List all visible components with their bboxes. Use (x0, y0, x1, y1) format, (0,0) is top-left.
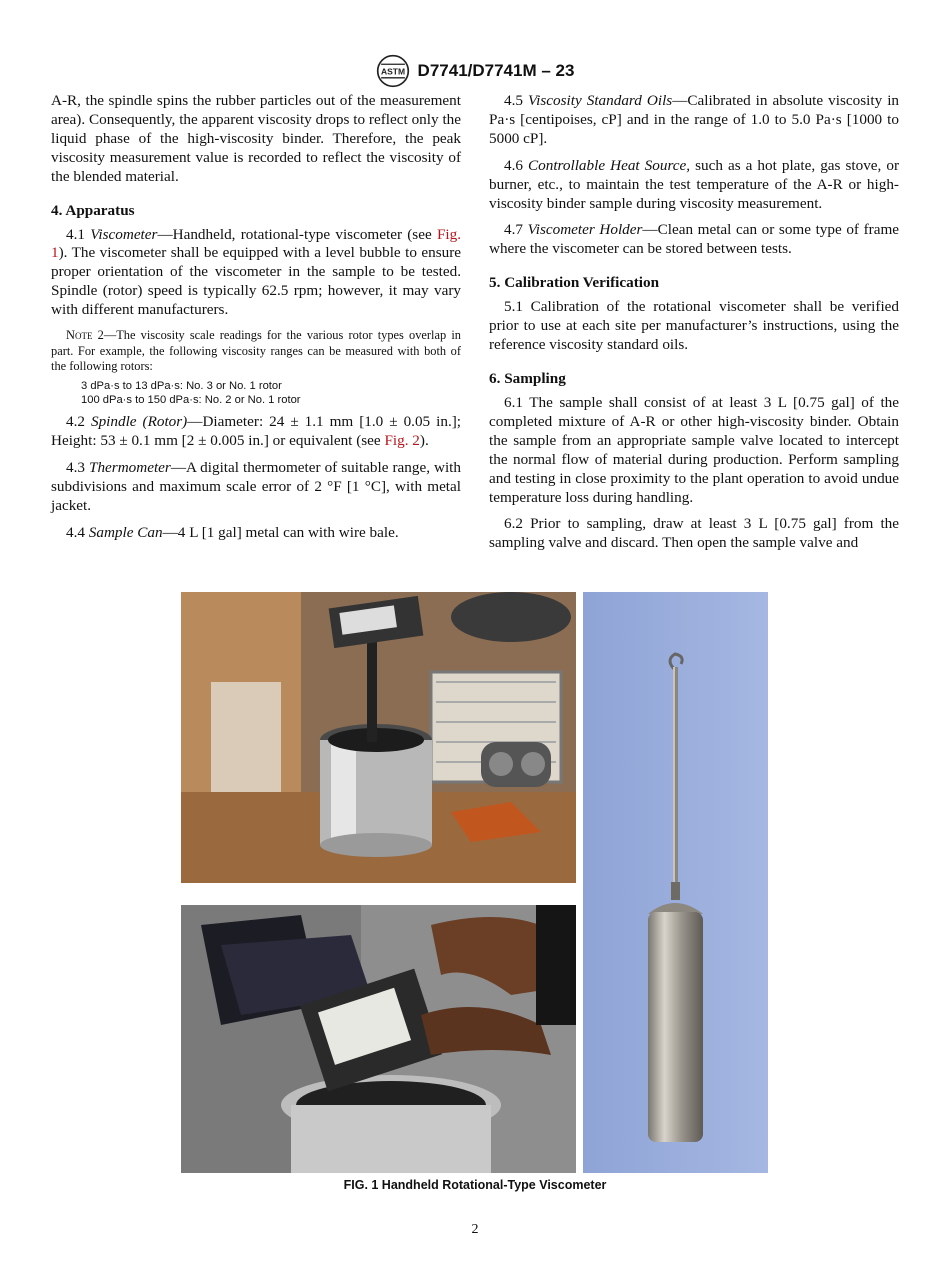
right-column (489, 92, 899, 561)
paragraph-4-5: 4.5 Viscosity Standard Oils—Calibrated in absolute viscosity in Pa·s [centipoises, cP] and in the range of 1.0 to 5.0 Pa·s [1000 to 5000 cP]. (489, 92, 900, 147)
fig-2-link[interactable]: Fig. 2 (384, 431, 420, 449)
paragraph-4-4: 4.4 Sample Can—4 L [1 gal] metal can with wire bale. (66, 523, 399, 541)
term-heat-source: Controllable Heat Source, (528, 156, 691, 174)
section-4-heading: 4. Apparatus (51, 201, 135, 219)
paragraph-4-6: 4.6 Controllable Heat Source, such as a hot plate, gas stove, or burner, etc., to maintain the test temperature of the A-R or high-viscosity binder sample during viscosity measurement. (489, 156, 900, 212)
note-2: Note 2—The viscosity scale readings for the various rotor types overlap in part. For example, the following viscosity ranges can be measured with both of the following rotors: (51, 328, 461, 374)
page-header (0, 54, 950, 93)
fig-1-link[interactable]: Fig. 1 (51, 225, 462, 262)
svg-text:ASTM: ASTM (380, 66, 405, 77)
paragraph-6-2: 6.2 Prior to sampling, draw at least 3 L [0.75 gal] from the sampling valve and discard. Then open the sample valve and (489, 515, 899, 552)
note-range-2: 100 dPa·s to 150 dPa·s: No. 2 or No. 1 rotor (81, 393, 301, 406)
term-sample-can: Sample Can (88, 523, 163, 541)
photo-viscometer-in-can (181, 592, 576, 883)
document-id: D7741/D7741M – 23 (417, 61, 575, 80)
term-viscosity-standard-oils: Viscosity Standard Oils (528, 92, 673, 109)
paragraph-5-1: 5.1 Calibration of the rotational viscometer shall be verified prior to use at each site per manufacturer’s instructions, using the reference viscosity standard oils. (489, 298, 899, 354)
term-viscometer-holder: Viscometer Holder (527, 221, 643, 239)
photo-hand-viscometer (181, 905, 576, 1173)
paragraph-4-2: 4.2 Spindle (Rotor)—Diameter: 24 ± 1.1 mm [1.0 ± 0.05 in.]; Height: 53 ± 0.1 mm [2 ± 0.005 in.] or equivalent (see Fig. 2). (51, 412, 462, 449)
intro-paragraph: A-R, the spindle spins the rubber particles out of the measurement area). Consequently, the apparent viscosity drops to reflect only the liquid phase of the high-viscosity binder. Therefore, the peak viscosity measurement value is recorded to reflect the viscosity of the blended material. (51, 92, 461, 185)
paragraph-4-7: 4.7 Viscometer Holder—Clean metal can or some type of frame where the viscometer can be stored between tests. (489, 221, 899, 258)
figure-1 (181, 592, 768, 1173)
term-spindle: Spindle (Rotor) (90, 412, 188, 430)
photo-spindle-rotor (583, 592, 768, 1173)
page-number: 2 (471, 1222, 479, 1237)
section-6-heading: 6. Sampling (489, 369, 566, 387)
paragraph-4-3: 4.3 Thermometer—A digital thermometer of suitable range, with subdivisions and maximum scale error of 2 °F [1 °C], with metal jacket. (51, 458, 461, 514)
note-2-ranges (51, 379, 461, 407)
term-thermometer: Thermometer (89, 458, 171, 476)
paragraph-4-1: 4.1 Viscometer—Handheld, rotational-type viscometer (see Fig. 1). The viscometer shall be equipped with a level bubble to ensure proper orientation of the viscometer in the sample to be tested. Spindle (rotor) speed is typically 62.5 rpm; however, it may vary with different manufacturers. (51, 225, 462, 319)
figure-caption: FIG. 1 Handheld Rotational-Type Viscometer (343, 1178, 607, 1192)
astm-logo-icon (376, 54, 410, 88)
note-range-1: 3 dPa·s to 13 dPa·s: No. 3 or No. 1 rotor (81, 379, 282, 392)
term-viscometer: Viscometer (90, 225, 158, 243)
paragraph-6-1: 6.1 The sample shall consist of at least 3 L [0.75 gal] of the completed mixture of A-R or other high-viscosity binder. Obtain the sample from an appropriate sample valve located to intercept the normal flow of material during production. Perform sampling and testing in close proximity to the plant operation to avoid undue temperature loss during handling. (489, 393, 899, 506)
section-5-heading: 5. Calibration Verification (489, 274, 660, 292)
left-column (51, 92, 461, 550)
